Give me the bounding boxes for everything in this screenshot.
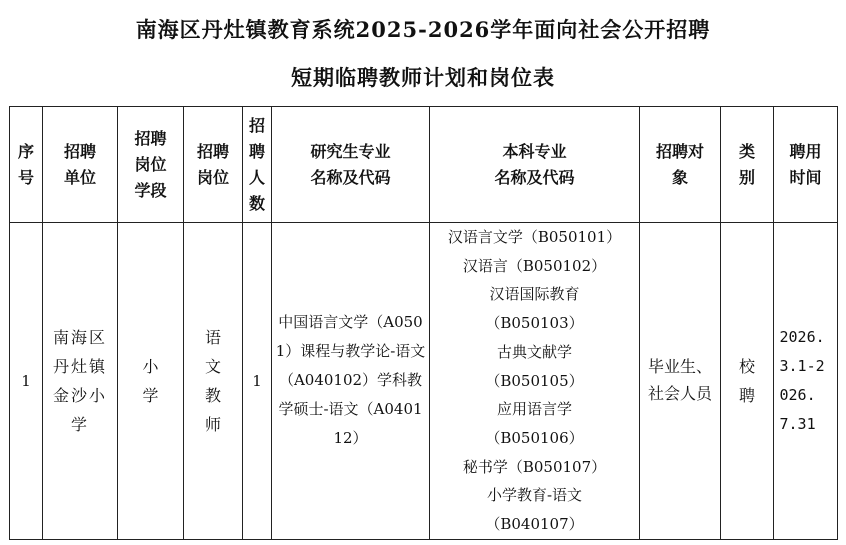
undergrad-major-line: 汉语国际教育 xyxy=(489,285,580,304)
table-row xyxy=(10,223,838,540)
cell-seq xyxy=(10,223,43,540)
cell-target xyxy=(640,223,721,540)
header-count-line: 人 xyxy=(248,167,265,187)
header-unit xyxy=(43,107,118,223)
cell-undergrad-major xyxy=(430,223,640,540)
header-stage-line: 岗位 xyxy=(134,154,167,174)
header-stage-line: 招聘 xyxy=(134,128,167,148)
header-seq-line: 号 xyxy=(17,167,34,187)
cell-unit-value: 南海区丹灶镇金沙小学 xyxy=(52,327,107,434)
header-count-line: 招 xyxy=(248,115,265,135)
undergrad-major-line: （B050106） xyxy=(485,428,584,447)
table-header-row xyxy=(10,107,838,223)
cell-stage-value: 小学 xyxy=(142,356,159,405)
undergrad-major-line: 古典文献学 xyxy=(496,342,572,361)
cell-count xyxy=(243,223,272,540)
header-grad-major-line: 研究生专业 xyxy=(310,141,391,161)
cell-grad-major-value: 中国语言文学（A0501）课程与教学论-语文（A040102）学科教学硕士-语文（A040112） xyxy=(275,313,426,448)
header-undergrad-major-line: 名称及代码 xyxy=(494,167,575,187)
cell-category-value: 校聘 xyxy=(738,356,755,405)
header-unit-line: 单位 xyxy=(63,167,96,187)
document-title-line-1: 南海区丹灶镇教育系统2025-2026学年面向社会公开招聘 xyxy=(135,17,711,42)
header-target xyxy=(640,107,721,223)
header-count xyxy=(243,107,272,223)
cell-unit xyxy=(43,223,118,540)
undergrad-major-line: 小学教育-语文 xyxy=(486,486,583,505)
header-position-line: 岗位 xyxy=(196,167,229,187)
header-category-line: 别 xyxy=(738,167,755,187)
header-period xyxy=(774,107,838,223)
header-count-line: 数 xyxy=(248,193,265,213)
cell-target-value: 毕业生、社会人员 xyxy=(648,357,713,404)
header-unit-line: 招聘 xyxy=(63,141,96,161)
header-grad-major xyxy=(272,107,430,223)
header-undergrad-major-line: 本科专业 xyxy=(502,141,567,161)
cell-position-value: 语文教师 xyxy=(204,327,221,434)
cell-stage xyxy=(118,223,184,540)
header-position-line: 招聘 xyxy=(196,141,229,161)
header-target-line: 象 xyxy=(671,167,688,187)
cell-count-value: 1 xyxy=(252,371,262,390)
cell-position xyxy=(184,223,243,540)
header-stage-line: 学段 xyxy=(134,180,167,200)
header-seq xyxy=(10,107,43,223)
header-period-line: 聘用 xyxy=(789,141,822,161)
document-title-line-2: 短期临聘教师计划和岗位表 xyxy=(291,65,555,90)
recruitment-plan-table xyxy=(9,106,838,540)
header-seq-line: 序 xyxy=(17,141,34,161)
undergrad-major-line: 汉语言（B050102） xyxy=(462,256,607,275)
header-undergrad-major xyxy=(430,107,640,223)
header-position xyxy=(184,107,243,223)
header-category-line: 类 xyxy=(738,141,755,161)
undergrad-major-line: （B050103） xyxy=(485,314,584,333)
header-stage xyxy=(118,107,184,223)
header-count-line: 聘 xyxy=(248,141,265,161)
undergrad-major-line: （B040107） xyxy=(485,515,584,534)
header-period-line: 时间 xyxy=(789,167,822,187)
undergrad-major-line: 应用语言学 xyxy=(496,400,572,419)
undergrad-major-line: （B050105） xyxy=(485,371,584,390)
cell-grad-major xyxy=(272,223,430,540)
cell-category xyxy=(721,223,774,540)
header-grad-major-line: 名称及代码 xyxy=(310,167,391,187)
undergrad-major-line: 秘书学（B050107） xyxy=(462,457,607,476)
cell-period-value: 2026.3.1-2026.7.31 xyxy=(779,327,825,433)
cell-period xyxy=(774,223,838,540)
header-category xyxy=(721,107,774,223)
header-target-line: 招聘对 xyxy=(655,141,704,161)
undergrad-major-list xyxy=(430,223,639,539)
undergrad-major-line: 汉语言文学（B050101） xyxy=(447,228,622,246)
cell-seq-value: 1 xyxy=(21,371,31,390)
